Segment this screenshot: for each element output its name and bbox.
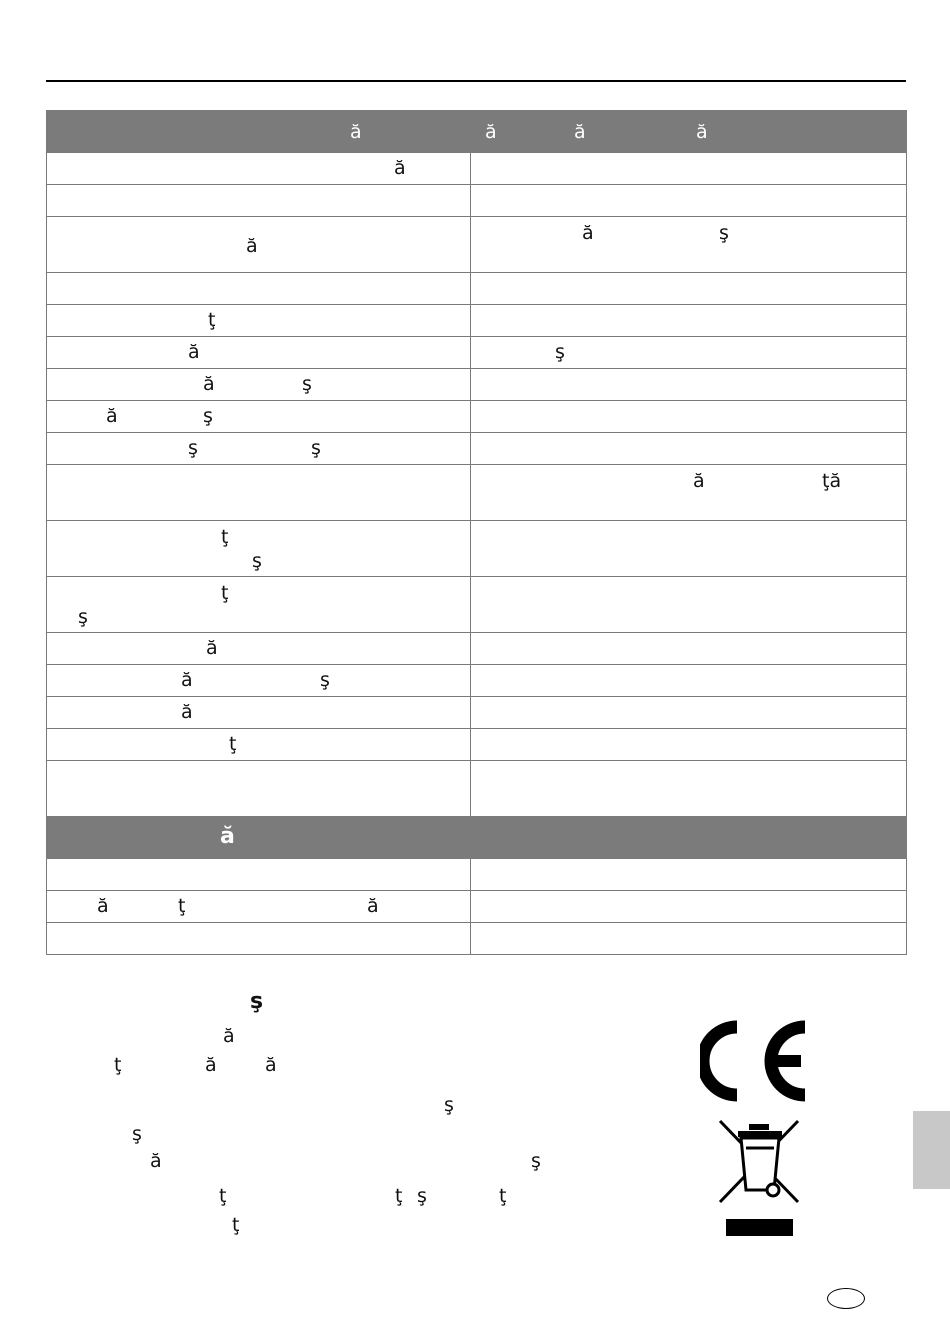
section-glyph: ă [265, 1054, 277, 1076]
table-row [47, 433, 907, 465]
row-right-cell [471, 923, 907, 955]
row-glyph: ă [106, 405, 118, 427]
row-glyph: ş [302, 373, 312, 395]
row-glyph: ş [203, 405, 213, 427]
row-glyph: ţă [822, 470, 842, 492]
table-row [47, 465, 907, 521]
row-left-cell [47, 577, 471, 633]
row-right-cell [471, 697, 907, 729]
side-tab [913, 1111, 950, 1189]
section-glyph: ş [132, 1123, 142, 1145]
table-row [47, 369, 907, 401]
row-left-cell [47, 891, 471, 923]
row-glyph: ş [78, 606, 88, 628]
specifications-table [46, 110, 907, 955]
row-glyph: ă [206, 637, 218, 659]
row-left-cell [47, 923, 471, 955]
row-glyph: ă [188, 341, 200, 363]
row-glyph: ş [320, 669, 330, 691]
row-left-cell [47, 665, 471, 697]
row-glyph: ţ [208, 309, 216, 331]
section-glyph: ţ [395, 1185, 403, 1207]
section-glyph: ă [205, 1054, 217, 1076]
row-left-cell [47, 273, 471, 305]
row-right-cell [471, 153, 907, 185]
row-right-cell [471, 401, 907, 433]
section-glyph: ş [417, 1185, 427, 1207]
crossed-out-bin-icon [716, 1118, 802, 1206]
row-left-cell [47, 401, 471, 433]
subheader-glyph: ă [220, 824, 235, 849]
row-glyph: ă [97, 895, 109, 917]
subheader-right-cell [471, 817, 907, 859]
table-row [47, 217, 907, 273]
table-row [47, 153, 907, 185]
row-left-cell [47, 729, 471, 761]
row-right-cell [471, 891, 907, 923]
table-row [47, 273, 907, 305]
row-right-cell [471, 465, 907, 521]
row-glyph: ţ [178, 895, 186, 917]
section-heading: ş [250, 989, 264, 1014]
row-glyph: ă [203, 373, 215, 395]
header-right-cell [471, 111, 907, 153]
row-left-cell [47, 153, 471, 185]
section-glyph: ă [223, 1025, 235, 1047]
header-right-glyph: ă [696, 121, 708, 143]
row-left-cell [47, 305, 471, 337]
row-right-cell [471, 305, 907, 337]
row-left-cell [47, 337, 471, 369]
table-row [47, 729, 907, 761]
row-glyph: ş [252, 550, 262, 572]
row-right-cell [471, 521, 907, 577]
row-right-cell [471, 859, 907, 891]
table-row [47, 577, 907, 633]
table-row [47, 633, 907, 665]
table-subheader [47, 817, 907, 859]
row-right-cell [471, 217, 907, 273]
row-right-cell [471, 185, 907, 217]
row-glyph: ş [311, 437, 321, 459]
row-glyph: ă [394, 157, 406, 179]
table-row [47, 891, 907, 923]
row-left-cell [47, 465, 471, 521]
row-right-cell [471, 433, 907, 465]
row-glyph: ă [181, 701, 193, 723]
section-glyph: ţ [219, 1185, 227, 1207]
table-row [47, 859, 907, 891]
table-row [47, 305, 907, 337]
row-left-cell [47, 433, 471, 465]
row-glyph: ţ [229, 733, 237, 755]
row-right-cell [471, 761, 907, 817]
table-row [47, 521, 907, 577]
section-glyph: ţ [114, 1054, 122, 1076]
table-row [47, 665, 907, 697]
table-row [47, 761, 907, 817]
row-right-cell [471, 577, 907, 633]
row-left-cell [47, 697, 471, 729]
ce-mark-icon [700, 1020, 810, 1102]
section-glyph: ş [531, 1150, 541, 1172]
black-bar [726, 1219, 793, 1236]
table-row [47, 337, 907, 369]
row-glyph: ş [188, 437, 198, 459]
row-left-cell [47, 633, 471, 665]
top-rule [46, 80, 906, 82]
row-glyph: ă [582, 222, 594, 244]
table-row [47, 185, 907, 217]
row-glyph: ă [693, 470, 705, 492]
row-left-cell [47, 217, 471, 273]
header-right-glyph: ă [574, 121, 586, 143]
row-right-cell [471, 369, 907, 401]
row-glyph: ă [181, 669, 193, 691]
table-row [47, 697, 907, 729]
section-glyph: ă [150, 1150, 162, 1172]
row-left-cell [47, 369, 471, 401]
table-header [47, 111, 907, 153]
row-glyph: ţ [221, 526, 229, 548]
header-left-glyph: ă [350, 121, 362, 143]
row-left-cell [47, 859, 471, 891]
row-left-cell [47, 185, 471, 217]
section-glyph: ş [444, 1094, 454, 1116]
row-glyph: ţ [221, 582, 229, 604]
row-glyph: ă [246, 235, 258, 257]
table-row [47, 923, 907, 955]
row-right-cell [471, 273, 907, 305]
section-glyph: ţ [232, 1214, 240, 1236]
section-glyph: ţ [499, 1185, 507, 1207]
row-glyph: ş [555, 341, 565, 363]
row-glyph: ş [719, 222, 729, 244]
table-row [47, 401, 907, 433]
row-left-cell [47, 761, 471, 817]
country-oval [827, 1288, 865, 1309]
header-left-cell [47, 111, 471, 153]
header-right-glyph: ă [485, 121, 497, 143]
subheader-left-cell [47, 817, 471, 859]
row-right-cell [471, 665, 907, 697]
row-right-cell [471, 337, 907, 369]
row-left-cell [47, 521, 471, 577]
row-right-cell [471, 729, 907, 761]
row-glyph: ă [367, 895, 379, 917]
row-right-cell [471, 633, 907, 665]
